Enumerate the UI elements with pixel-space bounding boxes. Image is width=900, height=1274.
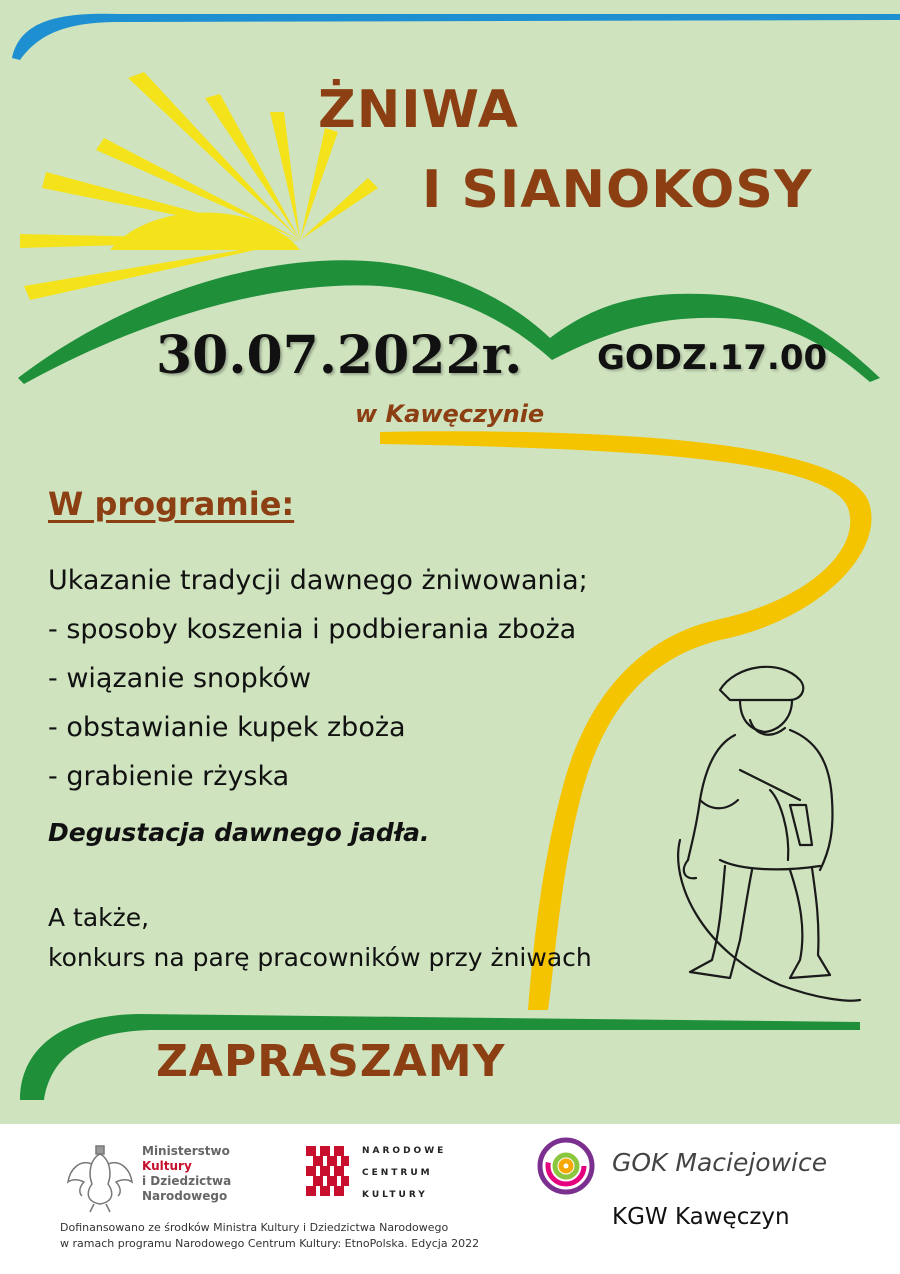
program-heading: W programie: bbox=[48, 485, 295, 523]
eagle-emblem-icon bbox=[68, 1146, 132, 1212]
also-line-2: konkurs na parę pracowników przy żniwach bbox=[48, 943, 592, 972]
also-text bbox=[48, 898, 592, 978]
blue-swoosh-icon bbox=[12, 14, 900, 60]
also-line-1: A także, bbox=[48, 903, 150, 932]
program-item: - obstawianie kupek zboża bbox=[48, 712, 406, 743]
event-date: 30.07.2022r. bbox=[156, 325, 523, 386]
program-item: - sposoby koszenia i podbierania zboża bbox=[48, 614, 577, 645]
funding-line-1: Dofinansowano ze środków Ministra Kultury i Dziedzictwa Narodowego bbox=[60, 1221, 449, 1234]
ministry-line-4: Narodowego bbox=[142, 1189, 228, 1203]
kgw-name: KGW Kawęczyn bbox=[612, 1204, 790, 1230]
reaper-illustration-icon bbox=[678, 667, 860, 1001]
nck-line-2: CENTRUM bbox=[362, 1168, 433, 1178]
nck-line-1: NARODOWE bbox=[362, 1146, 447, 1156]
title-line-2: I SIANOKOSY bbox=[422, 160, 813, 220]
program-item: - wiązanie snopków bbox=[48, 663, 312, 694]
ministry-line-3: i Dziedzictwa bbox=[142, 1174, 232, 1188]
program-list bbox=[48, 556, 588, 801]
ministry-logo-text bbox=[142, 1144, 231, 1204]
nck-logo-icon bbox=[306, 1146, 349, 1196]
ministry-line-2: Kultury bbox=[142, 1159, 192, 1173]
funding-line-2: w ramach programu Narodowego Centrum Kultury: EtnoPolska. Edycja 2022 bbox=[60, 1237, 480, 1250]
title-line-1: ŻNIWA bbox=[318, 80, 519, 140]
event-time: GODZ.17.00 bbox=[597, 338, 828, 378]
nck-logo-text bbox=[362, 1140, 446, 1206]
gok-name: GOK Maciejowice bbox=[612, 1148, 828, 1177]
event-place: w Kawęczynie bbox=[355, 400, 545, 428]
ministry-line-1: Ministerstwo bbox=[142, 1144, 230, 1158]
tasting-text: Degustacja dawnego jadła. bbox=[48, 818, 430, 847]
gok-logo-icon bbox=[540, 1140, 592, 1192]
sponsor-footer bbox=[0, 1124, 900, 1274]
program-item: Ukazanie tradycji dawnego żniwowania; bbox=[48, 565, 588, 596]
program-item: - grabienie rżyska bbox=[48, 761, 290, 792]
invite-text: ZAPRASZAMY bbox=[156, 1036, 506, 1087]
nck-line-3: KULTURY bbox=[362, 1190, 428, 1200]
funding-note bbox=[60, 1220, 479, 1252]
